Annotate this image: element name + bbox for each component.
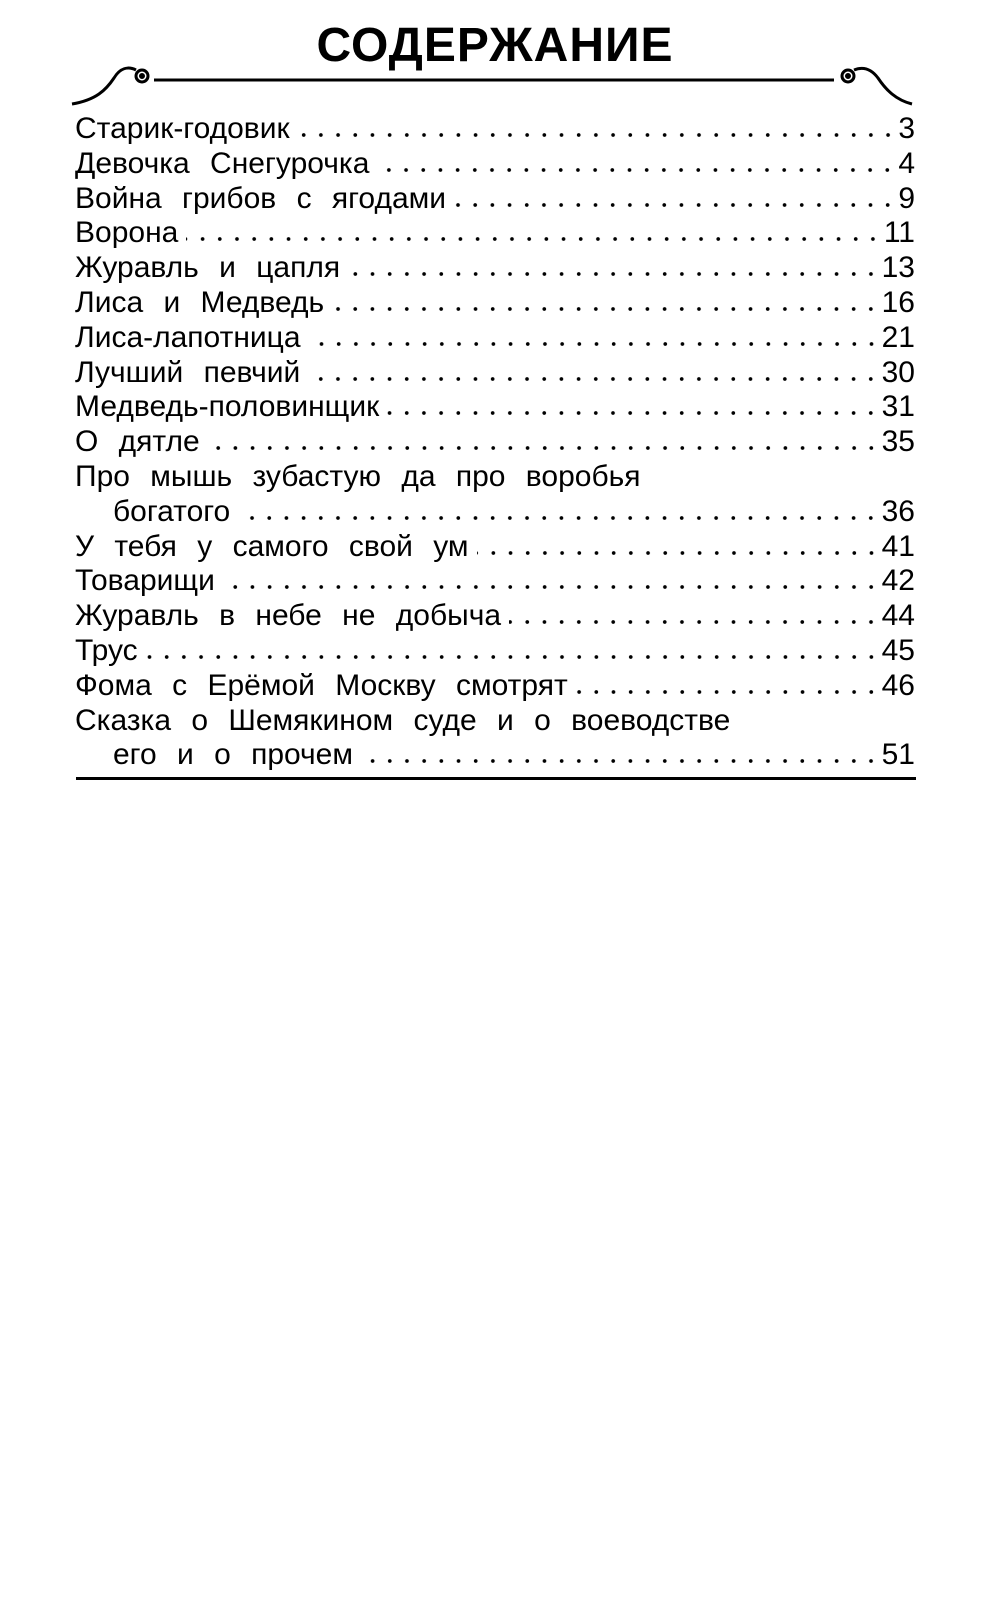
toc-page-number: 44	[881, 599, 915, 633]
toc-entry-title: Журавль в небе не добыча	[75, 599, 502, 633]
toc-entry-title: богатого	[113, 494, 231, 528]
toc-entry-title: Про мышь зубастую да про воробья	[75, 459, 641, 493]
dot-leader	[308, 376, 879, 382]
toc-entry[interactable]	[75, 182, 915, 217]
page-title: СОДЕРЖАНИЕ	[316, 19, 674, 72]
dot-leader	[146, 654, 880, 660]
toc-page-number: 41	[881, 529, 915, 563]
toc-page-number: 35	[881, 425, 915, 459]
toc-entry-title: Товарищи	[75, 564, 215, 598]
toc-page-number: 21	[881, 320, 915, 354]
flourish-divider	[66, 60, 946, 110]
toc-entry-title: Война грибов с ягодами	[75, 181, 447, 215]
left-flourish-icon	[72, 68, 148, 104]
toc-page-number: 11	[883, 216, 915, 250]
dot-leader	[477, 550, 880, 556]
toc-entry-title: Лиса и Медведь	[75, 285, 325, 319]
toc-entry[interactable]	[75, 738, 915, 773]
dot-leader	[208, 445, 880, 451]
bottom-rule	[76, 777, 916, 780]
toc-entry[interactable]	[75, 321, 915, 356]
toc-entry[interactable]	[75, 530, 915, 565]
toc-entry[interactable]	[75, 425, 915, 460]
toc-entry[interactable]	[75, 356, 915, 391]
toc-entry[interactable]	[75, 112, 915, 147]
dot-leader	[509, 619, 880, 625]
toc-entry-title: Фома с Ерёмой Москву смотрят	[75, 668, 568, 702]
dot-leader	[238, 515, 879, 521]
toc-entry[interactable]	[75, 495, 915, 530]
toc-entry[interactable]	[75, 251, 915, 286]
toc-page-number: 51	[881, 738, 915, 772]
toc-page-number: 30	[881, 355, 915, 389]
toc-page-number: 31	[881, 390, 915, 424]
right-flourish-icon	[842, 68, 912, 104]
toc-page-number: 4	[898, 146, 915, 180]
toc-page-number: 3	[898, 112, 915, 145]
toc-entry[interactable]	[75, 460, 915, 495]
dot-leader	[332, 306, 879, 312]
toc-entry[interactable]	[75, 634, 915, 669]
toc-page-number: 42	[881, 564, 915, 598]
toc-page-number: 13	[881, 251, 915, 285]
toc-entry-title: Лучший певчий	[75, 355, 301, 389]
toc-entry[interactable]	[75, 390, 915, 425]
toc-page-number: 45	[881, 633, 915, 667]
toc-entry-title: Трус	[75, 633, 138, 667]
dot-leader	[576, 689, 880, 695]
dot-leader	[377, 167, 896, 173]
dot-leader	[361, 758, 880, 764]
dot-leader	[387, 410, 879, 416]
toc-entry[interactable]	[75, 599, 915, 634]
toc-entry-title: Девочка Снегурочка	[75, 146, 370, 180]
dot-leader	[186, 236, 882, 242]
toc-entry-title: Журавль и цапля	[75, 251, 341, 285]
toc-entry-title: Медведь-половинщик	[75, 390, 380, 424]
toc-entry-title: Старик-годовик	[75, 112, 290, 145]
toc-entry-title: У тебя у самого свой ум	[75, 529, 469, 563]
dot-leader	[223, 584, 880, 590]
toc-entry-title: Сказка о Шемякином суде и о воеводстве	[75, 703, 731, 737]
toc-entry[interactable]	[75, 564, 915, 599]
toc-entry[interactable]	[75, 286, 915, 321]
toc-entry[interactable]	[75, 669, 915, 704]
table-of-contents	[75, 112, 915, 773]
toc-page-number: 36	[881, 494, 915, 528]
toc-entry-title: Лиса-лапотница	[75, 320, 301, 354]
toc-page-number: 9	[898, 181, 915, 215]
toc-entry[interactable]	[75, 147, 915, 182]
dot-leader	[348, 271, 880, 277]
toc-page-number: 46	[881, 668, 915, 702]
toc-entry-title: О дятле	[75, 425, 200, 459]
toc-entry-title: его и о прочем	[113, 738, 353, 772]
dot-leader	[309, 341, 880, 347]
toc-entry-title: Ворона	[75, 216, 179, 250]
toc-entry[interactable]	[75, 216, 915, 251]
dot-leader	[298, 132, 897, 138]
toc-entry[interactable]	[75, 704, 915, 739]
toc-page-number: 16	[881, 285, 915, 319]
dot-leader	[454, 202, 896, 208]
